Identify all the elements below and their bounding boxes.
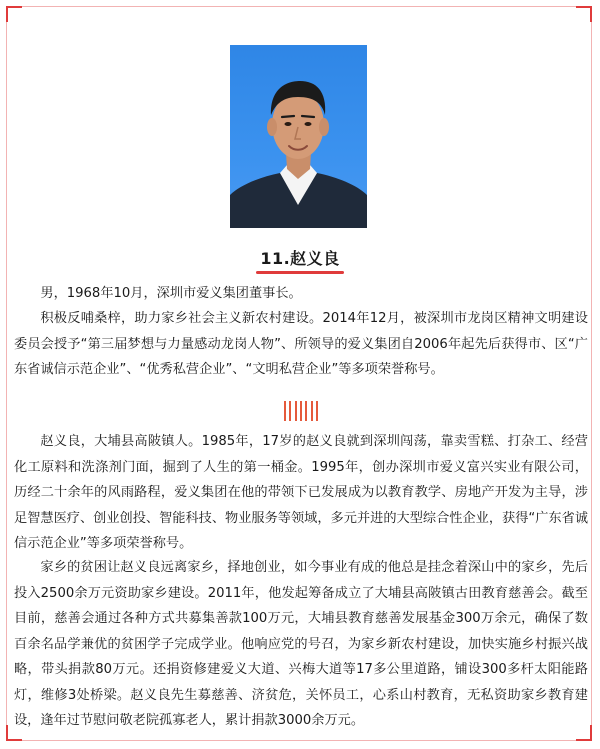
title-underline bbox=[256, 271, 343, 274]
divider-line bbox=[305, 401, 307, 421]
divider-line bbox=[295, 401, 297, 421]
portrait-photo bbox=[230, 45, 367, 228]
divider-line bbox=[316, 401, 318, 421]
divider-line bbox=[300, 401, 302, 421]
paragraph-intro: 男，1968年10月，深圳市爱义集团董事长。 bbox=[40, 286, 302, 301]
paragraph-career: 赵义良，大埔县高陂镇人。1985年，17岁的赵义良就到深圳闯荡，靠卖雪糕、打杂工、经营化工原料和洗涤剂门面，掘到了人生的第一桶金。1995年，创办深圳市爱义富兴实业有限公司，历经二十余年的风雨路程，爱义集团在他的带领下已发展成为以教育教学、房地产开发为主导，涉足智慧医疗、创业创投、智能科技、物业服务等领域，多元并进的大型综合性企业，获得“广东省诚信示范企业”等多项荣誉称号。 bbox=[14, 434, 588, 551]
paragraph-honors: 积极反哺桑梓，助力家乡社会主义新农村建设。2014年12月，被深圳市龙岗区精神文明建设委员会授予“第三届梦想与力量感动龙岗人物”、所领导的爱义集团自2006年起先后获得市、区“广东省诚信示范企业”、“优秀私营企业”、“文明私营企业”等多项荣誉称号。 bbox=[14, 311, 588, 377]
person-name: 11.赵义良 bbox=[260, 249, 340, 268]
divider-line bbox=[284, 401, 286, 421]
frame-corner bbox=[576, 6, 592, 22]
paragraph-charity: 家乡的贫困让赵义良远离家乡，择地创业，如今事业有成的他总是挂念着深山中的家乡，先后投入2500余万元资助家乡建设。2011年，他发起筹备成立了大埔县高陂镇古田教育慈善会。截至目前，慈善会通过各种方式共募集善款100万元，大埔县教育慈善发展基金300万余元，确保了数百余名品学兼优的贫困学子完成学业。他响应党的号召，为家乡新农村建设，加快实施乡村振兴战略，带头捐款80万元。还捐资修建爱义大道、兴梅大道等17多公里道路，铺设300多杆太阳能路灯，维修3处桥梁。赵义良先生募慈善、济贫危，关怀员工，心系山村教育，无私资助家乡教育建设，逢年过节慰问敬老院孤寡老人，累计捐款3000余万元。 bbox=[14, 560, 588, 728]
person-title bbox=[0, 246, 600, 269]
divider-line bbox=[311, 401, 313, 421]
divider-line bbox=[289, 401, 291, 421]
frame-corner bbox=[6, 6, 22, 22]
section-divider bbox=[284, 401, 318, 421]
